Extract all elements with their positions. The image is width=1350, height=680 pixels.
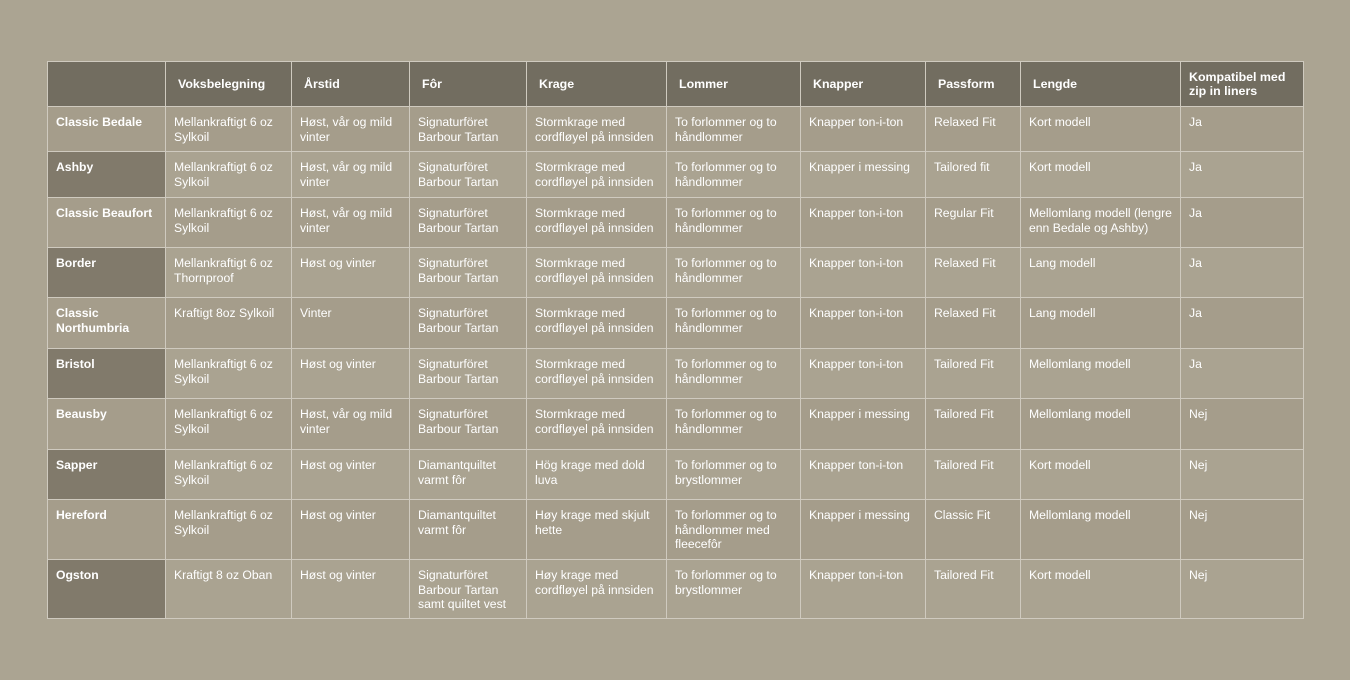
- cell-kompatibel: Nej: [1181, 450, 1304, 500]
- cell-arstid: Vinter: [292, 298, 410, 349]
- cell-kompatibel: Ja: [1181, 248, 1304, 298]
- cell-arstid: Høst og vinter: [292, 500, 410, 560]
- cell-kompatibel: Nej: [1181, 560, 1304, 619]
- cell-kompatibel: Nej: [1181, 399, 1304, 450]
- cell-knapper: Knapper i messing: [801, 399, 926, 450]
- model-name-cell: Ashby: [48, 152, 166, 198]
- cell-lengde: Kort modell: [1021, 107, 1181, 152]
- table-row: [48, 152, 1304, 198]
- cell-krage: Stormkrage med cordfløyel på innsiden: [527, 248, 667, 298]
- cell-krage: Stormkrage med cordfløyel på innsiden: [527, 349, 667, 399]
- cell-arstid: Høst, vår og mild vinter: [292, 198, 410, 248]
- cell-arstid: Høst, vår og mild vinter: [292, 107, 410, 152]
- cell-krage: Hög krage med dold luva: [527, 450, 667, 500]
- cell-for: Signaturföret Barbour Tartan: [410, 248, 527, 298]
- cell-knapper: Knapper ton-i-ton: [801, 298, 926, 349]
- cell-knapper: Knapper ton-i-ton: [801, 107, 926, 152]
- cell-passform: Relaxed Fit: [926, 298, 1021, 349]
- table-row: [48, 107, 1304, 152]
- table-row: [48, 349, 1304, 399]
- cell-krage: Høy krage med skjult hette: [527, 500, 667, 560]
- cell-lengde: Kort modell: [1021, 450, 1181, 500]
- cell-passform: Tailored fit: [926, 152, 1021, 198]
- header-for: Fôr: [410, 62, 527, 107]
- cell-knapper: Knapper i messing: [801, 152, 926, 198]
- comparison-table-container: [47, 61, 1303, 619]
- cell-knapper: Knapper ton-i-ton: [801, 560, 926, 619]
- cell-lommer: To forlommer og to håndlommer: [667, 248, 801, 298]
- cell-voksbelegning: Mellankraftigt 6 oz Sylkoil: [166, 450, 292, 500]
- cell-kompatibel: Ja: [1181, 152, 1304, 198]
- cell-krage: Stormkrage med cordfløyel på innsiden: [527, 399, 667, 450]
- cell-for: Signaturföret Barbour Tartan: [410, 198, 527, 248]
- cell-for: Signaturföret Barbour Tartan: [410, 152, 527, 198]
- cell-lengde: Kort modell: [1021, 560, 1181, 619]
- model-name-cell: Bristol: [48, 349, 166, 399]
- cell-lommer: To forlommer og to håndlommer med fleecefôr: [667, 500, 801, 560]
- cell-lommer: To forlommer og to brystlommer: [667, 560, 801, 619]
- table-row: [48, 298, 1304, 349]
- cell-lommer: To forlommer og to håndlommer: [667, 198, 801, 248]
- cell-lommer: To forlommer og to håndlommer: [667, 349, 801, 399]
- cell-lommer: To forlommer og to håndlommer: [667, 399, 801, 450]
- cell-lengde: Lang modell: [1021, 248, 1181, 298]
- table-row: [48, 450, 1304, 500]
- cell-knapper: Knapper ton-i-ton: [801, 349, 926, 399]
- cell-knapper: Knapper i messing: [801, 500, 926, 560]
- model-name-cell: Classic Beaufort: [48, 198, 166, 248]
- table-row: [48, 560, 1304, 619]
- cell-passform: Classic Fit: [926, 500, 1021, 560]
- cell-krage: Stormkrage med cordfløyel på innsiden: [527, 107, 667, 152]
- cell-kompatibel: Ja: [1181, 298, 1304, 349]
- cell-kompatibel: Ja: [1181, 349, 1304, 399]
- cell-lommer: To forlommer og to håndlommer: [667, 107, 801, 152]
- cell-voksbelegning: Mellankraftigt 6 oz Sylkoil: [166, 107, 292, 152]
- table-row: [48, 198, 1304, 248]
- header-arstid: Årstid: [292, 62, 410, 107]
- cell-voksbelegning: Kraftigt 8oz Sylkoil: [166, 298, 292, 349]
- cell-voksbelegning: Mellankraftigt 6 oz Sylkoil: [166, 198, 292, 248]
- cell-arstid: Høst, vår og mild vinter: [292, 152, 410, 198]
- cell-passform: Tailored Fit: [926, 399, 1021, 450]
- cell-voksbelegning: Mellankraftigt 6 oz Sylkoil: [166, 500, 292, 560]
- jacket-comparison-table: [47, 61, 1304, 619]
- cell-arstid: Høst, vår og mild vinter: [292, 399, 410, 450]
- cell-lengde: Mellomlang modell: [1021, 349, 1181, 399]
- header-lengde: Lengde: [1021, 62, 1181, 107]
- header-voksbelegning: Voksbelegning: [166, 62, 292, 107]
- model-name-cell: Hereford: [48, 500, 166, 560]
- cell-lommer: To forlommer og to håndlommer: [667, 298, 801, 349]
- cell-arstid: Høst og vinter: [292, 248, 410, 298]
- cell-for: Signaturföret Barbour Tartan: [410, 349, 527, 399]
- cell-knapper: Knapper ton-i-ton: [801, 198, 926, 248]
- cell-for: Diamantquiltet varmt fôr: [410, 450, 527, 500]
- header-empty-corner: [48, 62, 166, 107]
- cell-passform: Regular Fit: [926, 198, 1021, 248]
- header-knapper: Knapper: [801, 62, 926, 107]
- header-lommer: Lommer: [667, 62, 801, 107]
- cell-voksbelegning: Mellankraftigt 6 oz Sylkoil: [166, 349, 292, 399]
- cell-lommer: To forlommer og to brystlommer: [667, 450, 801, 500]
- model-name-cell: Classic Northumbria: [48, 298, 166, 349]
- table-header-row: [48, 62, 1304, 107]
- cell-krage: Stormkrage med cordfløyel på innsiden: [527, 198, 667, 248]
- cell-lommer: To forlommer og to håndlommer: [667, 152, 801, 198]
- header-krage: Krage: [527, 62, 667, 107]
- header-kompatibel: Kompatibel med zip in liners: [1181, 62, 1304, 107]
- cell-kompatibel: Nej: [1181, 500, 1304, 560]
- cell-krage: Høy krage med cordfløyel på innsiden: [527, 560, 667, 619]
- cell-passform: Tailored Fit: [926, 560, 1021, 619]
- cell-kompatibel: Ja: [1181, 107, 1304, 152]
- cell-kompatibel: Ja: [1181, 198, 1304, 248]
- table-row: [48, 500, 1304, 560]
- header-passform: Passform: [926, 62, 1021, 107]
- model-name-cell: Ogston: [48, 560, 166, 619]
- model-name-cell: Classic Bedale: [48, 107, 166, 152]
- cell-voksbelegning: Mellankraftigt 6 oz Sylkoil: [166, 152, 292, 198]
- cell-for: Signaturföret Barbour Tartan: [410, 107, 527, 152]
- cell-knapper: Knapper ton-i-ton: [801, 248, 926, 298]
- cell-arstid: Høst og vinter: [292, 560, 410, 619]
- cell-for: Signaturföret Barbour Tartan samt quiltet vest: [410, 560, 527, 619]
- cell-voksbelegning: Mellankraftigt 6 oz Thornproof: [166, 248, 292, 298]
- cell-lengde: Lang modell: [1021, 298, 1181, 349]
- cell-krage: Stormkrage med cordfløyel på innsiden: [527, 298, 667, 349]
- model-name-cell: Sapper: [48, 450, 166, 500]
- model-name-cell: Beausby: [48, 399, 166, 450]
- cell-for: Signaturföret Barbour Tartan: [410, 298, 527, 349]
- cell-lengde: Mellomlang modell: [1021, 500, 1181, 560]
- cell-lengde: Mellomlang modell (lengre enn Bedale og Ashby): [1021, 198, 1181, 248]
- cell-voksbelegning: Kraftigt 8 oz Oban: [166, 560, 292, 619]
- cell-passform: Tailored Fit: [926, 450, 1021, 500]
- cell-arstid: Høst og vinter: [292, 450, 410, 500]
- cell-lengde: Mellomlang modell: [1021, 399, 1181, 450]
- cell-passform: Relaxed Fit: [926, 248, 1021, 298]
- cell-passform: Tailored Fit: [926, 349, 1021, 399]
- cell-knapper: Knapper ton-i-ton: [801, 450, 926, 500]
- cell-for: Diamantquiltet varmt fôr: [410, 500, 527, 560]
- cell-arstid: Høst og vinter: [292, 349, 410, 399]
- table-row: [48, 248, 1304, 298]
- cell-voksbelegning: Mellankraftigt 6 oz Sylkoil: [166, 399, 292, 450]
- cell-krage: Stormkrage med cordfløyel på innsiden: [527, 152, 667, 198]
- model-name-cell: Border: [48, 248, 166, 298]
- cell-passform: Relaxed Fit: [926, 107, 1021, 152]
- table-row: [48, 399, 1304, 450]
- cell-for: Signaturföret Barbour Tartan: [410, 399, 527, 450]
- cell-lengde: Kort modell: [1021, 152, 1181, 198]
